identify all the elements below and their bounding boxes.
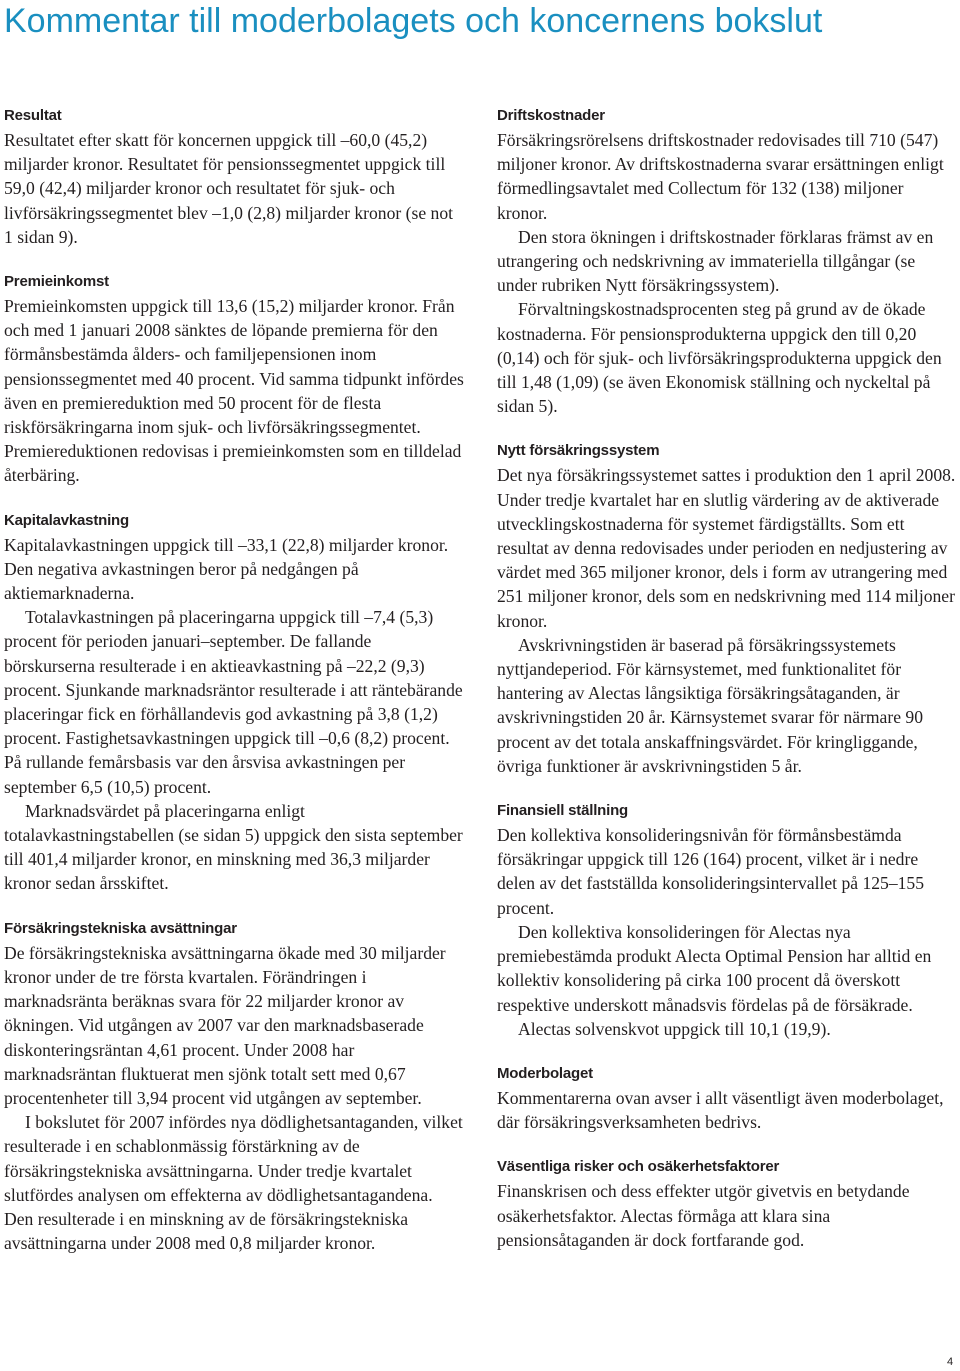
- section-heading-nytt-forsakringssystem: Nytt försäkringssystem: [497, 442, 660, 460]
- section-driftskostnader: [497, 104, 957, 418]
- section-premieinkomst: [4, 270, 466, 488]
- section-heading-finansiell-stallning: Finansiell ställning: [497, 802, 629, 820]
- paragraph: Premieinkomsten uppgick till 13,6 (15,2) miljarder kronor. Från och med 1 januari 2008 sänktes de löpande premierna för den förmånsbestämda ålders- och familjepensionen inom pensionssegmentet med 40 procent. Vid samma tidpunkt infördes även en premiereduktion med 50 procent för de flesta riskförsäkringarna inom sjuk- och livförsäkringssegmentet. Premiereduktionen redovisas i premieinkomsten som en tilldelad återbäring.: [4, 296, 464, 486]
- paragraph: Det nya försäkringssystemet sattes i produktion den 1 april 2008. Under tredje kvartalet har en slutlig värdering av de aktiverade utvecklingskostnaderna för systemet färdigställts. Som ett resultat av denna redovisades under perioden en nedjustering av värdet med 365 miljoner kronor, dels i form av utrangering med 251 miljoner kronor, dels som en nedskrivning med 114 miljoner kronor.: [497, 465, 956, 631]
- section-vasentliga-risker: [497, 1155, 957, 1252]
- section-kapitalavkastning: [4, 509, 466, 896]
- paragraph: Försäkringsrörelsens driftskostnader redovisades till 710 (547) miljoner kronor. Av driftskostnaderna svarar ersättningen enligt förmedlingsavtalet med Collectum för 132 (138) miljoner kronor.: [497, 130, 944, 223]
- section-heading-kapitalavkastning: Kapitalavkastning: [4, 511, 129, 529]
- paragraph: Förvaltningskostnadsprocenten steg på grund av de ökade kostnaderna. För pensionsprodukterna uppgick den till 0,20 (0,14) och för sjuk- och livförsäkringsprodukterna uppgick den till 1,48 (1,09) (se även Ekonomisk ställning och nyckeltal på sidan 5).: [497, 299, 942, 417]
- paragraph: Finanskrisen och dess effekter utgör givetvis en betydande osäkerhetsfaktor. Alectas förmåga att klara sina pensionsåtaganden är dock fortfarande god.: [497, 1181, 910, 1250]
- section-resultat: [4, 104, 466, 249]
- section-moderbolaget: [497, 1062, 957, 1134]
- section-heading-vasentliga-risker: Väsentliga risker och osäkerhetsfaktorer: [497, 1158, 780, 1176]
- paragraph: I bokslutet för 2007 infördes nya dödlighetsantaganden, vilket resulterade i en schablonmässig förstärkning av de försäkringstekniska avsättningarna. Under tredje kvartalet slutfördes analysen om effekterna av dödlighetsantagandena. Den resulterade i en minskning av de försäkringstekniska avsättningarna under 2008 med 0,8 miljarder kronor.: [4, 1112, 463, 1254]
- paragraph: Kommentarerna ovan avser i allt väsentligt även moderbolaget, där försäkringsverksamheten bedrivs.: [497, 1087, 944, 1133]
- section-heading-driftskostnader: Driftskostnader: [497, 107, 605, 124]
- right-column: [497, 104, 957, 1252]
- section-heading-moderbolaget: Moderbolaget: [497, 1064, 593, 1082]
- paragraph: De försäkringstekniska avsättningarna ökade med 30 miljarder kronor under de tre första kvartalen. Förändringen i marknadsränta beräknas svara för 22 miljarder kronor av ökningen. Vid utgången av 2007 var den marknadsbaserade diskonteringsräntan 4,61 procent. Under 2008 har marknadsräntan fluktuerat men sjönk totalt sett med 0,67 procentenheter till 3,94 procent vid utgången av september.: [4, 942, 446, 1108]
- paragraph: Den kollektiva konsolideringen för Alectas nya premiebestämda produkt Alecta Optimal Pension har alltid en kollektiv konsolidering på cirka 100 procent då överskott respektive underskott månadsvis fördelas på de försäkrade.: [497, 921, 932, 1015]
- page-title: Kommentar till moderbolagets och koncernens bokslut: [4, 2, 823, 40]
- paragraph: Marknadsvärdet på placeringarna enligt totalavkastningstabellen (se sidan 5) uppgick den sista september till 401,4 miljarder kronor, en minskning med 36,3 miljarder kronor sedan årsskiftet.: [4, 800, 463, 894]
- section-forsakringstekniska-avsattningar: [4, 917, 466, 1256]
- paragraph: Kapitalavkastningen uppgick till –33,1 (22,8) miljarder kronor. Den negativa avkastningen beror på nedgången på aktiemarknaderna.: [4, 534, 449, 604]
- paragraph: Resultatet efter skatt för koncernen uppgick till –60,0 (45,2) miljarder kronor. Resultatet för pensionssegmentet uppgick till 59,0 (42,4) miljarder kronor och resultatet för sjuk- och livförsäkringssegmentet blev –1,0 (2,8) miljarder kronor (se not 1 sidan 9).: [4, 130, 454, 247]
- left-column: [4, 104, 466, 1255]
- section-finansiell-stallning: [497, 799, 957, 1041]
- section-heading-forsakringstekniska-avsattningar: Försäkringstekniska avsättningar: [4, 919, 237, 937]
- paragraph: Den kollektiva konsolideringsnivån för förmånsbestämda försäkringar uppgick till 126 (164) procent, vilket är i nedre delen av det fastställda konsolideringsintervallet på 125–155 procent.: [497, 825, 925, 918]
- page-number: 4: [947, 1356, 954, 1368]
- section-heading-resultat: Resultat: [4, 107, 62, 124]
- paragraph: Den stora ökningen i driftskostnader förklaras främst av en utrangering och nedskrivning av immateriella tillgångar (se under rubriken Nytt försäkringssystem).: [497, 226, 934, 296]
- paragraph: Totalavkastningen på placeringarna uppgick till –7,4 (5,3) procent för perioden januari–september. De fallande börskurserna resulterade i en aktieavkastning på –22,2 (9,3) procent. Sjunkande marknadsräntor resulterade i att räntebärande placeringar fick en förhållandevis god avkastning på 3,8 (1,2) procent. Fastighetsavkastningen uppgick till –0,6 (8,2) procent. På rullande femårsbasis var den årsvisa avkastningen per september 6,5 (10,5) procent.: [4, 607, 463, 797]
- section-nytt-forsakringssystem: [497, 439, 957, 778]
- section-heading-premieinkomst: Premieinkomst: [4, 273, 109, 291]
- paragraph: Alectas solvenskvot uppgick till 10,1 (19,9).: [518, 1018, 831, 1039]
- paragraph: Avskrivningstiden är baserad på försäkringssystemets nyttjandeperiod. För kärnsystemet, med funktionalitet för hantering av Alectas långsiktiga försäkringsåtaganden, är avskrivningstiden 20 år. Kärnsystemet svarar för närmare 90 procent av det totala anskaffningsvärdet. För kringliggande, övriga funktioner är avskrivningstiden 5 år.: [497, 634, 924, 776]
